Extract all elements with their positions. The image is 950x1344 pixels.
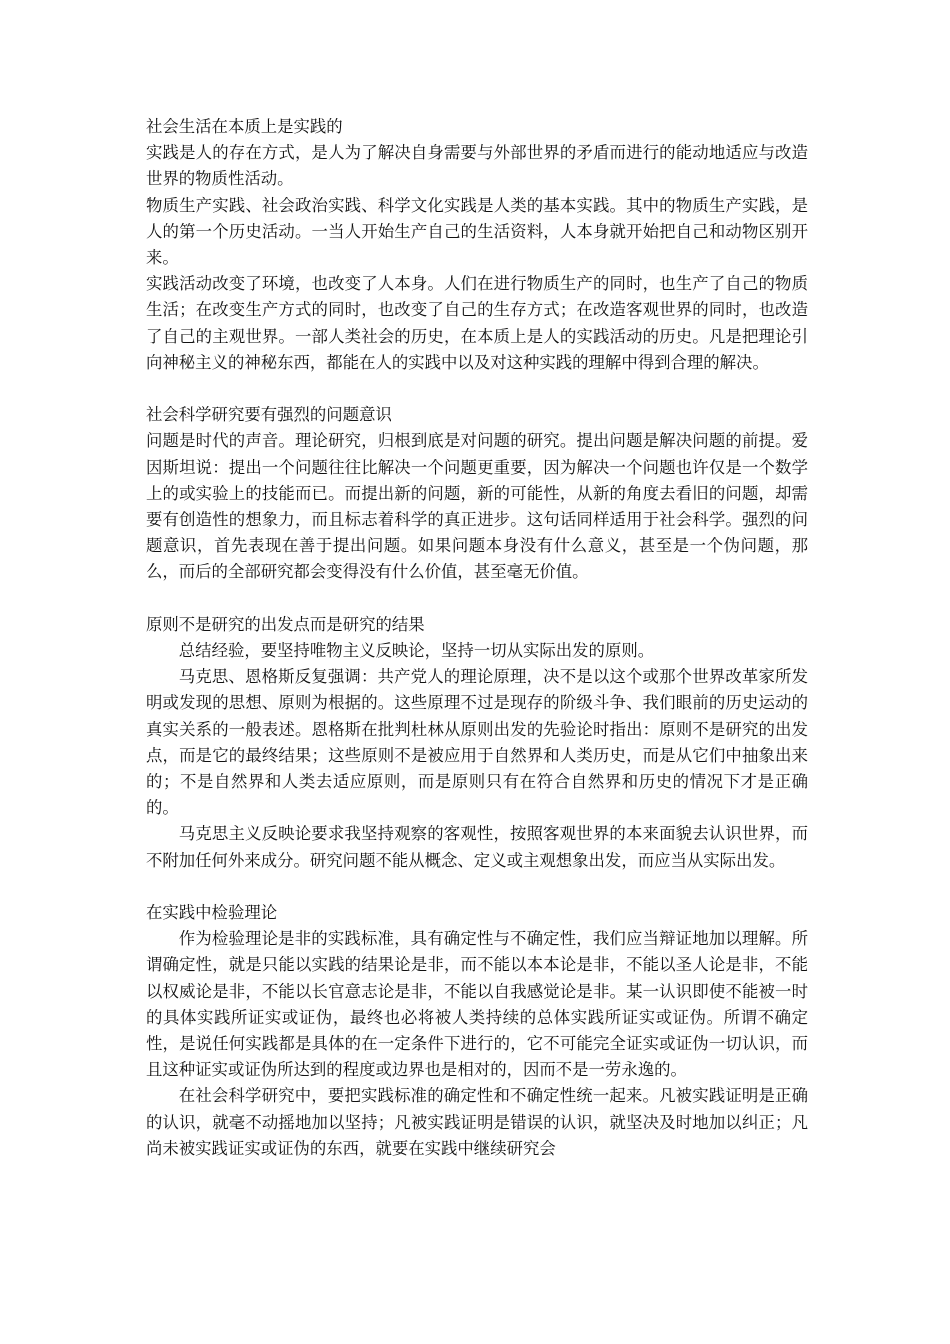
section-heading: 社会科学研究要有强烈的问题意识 [146,405,392,425]
paragraph: 马克思、恩格斯反复强调：共产党人的理论原理，决不是以这个或那个世界改革家所发明或发现的思想、原则为根据的。这些原理不过是现存的阶级斗争、我们眼前的历史运动的真实关系的一般表述。恩格斯在批判杜林从原则出发的先验论时指出：原则不是研究的出发点，而是它的最终结果；这些原则不是被应用于自然界和人类历史，而是从它们中抽象出来的；不是自然界和人类去适应原则，而是原则只有在符合自然界和历史的情况下才是正确的。 [146,667,808,818]
section-test-theory [146,900,808,1162]
section-principles-result [146,612,808,874]
section-heading: 原则不是研究的出发点而是研究的结果 [146,614,425,634]
section-heading: 社会生活在本质上是实践的 [146,117,343,136]
section-heading: 在实践中检验理论 [146,903,278,923]
paragraph: 在社会科学研究中，要把实践标准的确定性和不确定性统一起来。凡被实践证明是正确的认识，就毫不动摇地加以坚持；凡被实践证明是错误的认识，就坚决及时地加以纠正；凡尚未被实践证实或证伪的东西，就要在实践中继续研究会 [146,1086,808,1158]
section-practice-essence [146,114,808,376]
paragraph: 作为检验理论是非的实践标准，具有确定性与不确定性，我们应当辩证地加以理解。所谓确定性，就是只能以实践的结果论是非，而不能以本本论是非，不能以圣人论是非，不能以权威论是非，不能以长官意志论是非，不能以自我感觉论是非。某一认识即使不能被一时的具体实践所证实或证伪，最终也必将被人类持续的总体实践所证实或证伪。所谓不确定性，是说任何实践都是具体的在一定条件下进行的，它不可能完全证实或证伪一切认识，而且这种证实或证伪所达到的程度或边界也是相对的，因而不是一劳永逸的。 [146,929,808,1080]
section-problem-awareness [146,402,808,585]
paragraph: 实践是人的存在方式，是人为了解决自身需要与外部世界的矛盾而进行的能动地适应与改造世界的物质性活动。 [146,143,808,189]
paragraph: 总结经验，要坚持唯物主义反映论，坚持一切从实际出发的原则。 [178,641,655,661]
paragraph: 马克思主义反映论要求我坚持观察的客观性，按照客观世界的本来面貌去认识世界，而不附加任何外来成分。研究问题不能从概念、定义或主观想象出发，而应当从实际出发。 [146,824,808,870]
paragraph: 实践活动改变了环境，也改变了人本身。人们在进行物质生产的同时，也生产了自己的物质生活；在改变生产方式的同时，也改变了自己的生存方式；在改造客观世界的同时，也改造了自己的主观世界。一部人类社会的历史，在本质上是人的实践活动的历史。凡是把理论引向神秘主义的神秘东西，都能在人的实践中以及对这种实践的理解中得到合理的解决。 [146,274,808,372]
paragraph: 问题是时代的声音。理论研究，归根到底是对问题的研究。提出问题是解决问题的前提。爱因斯坦说：提出一个问题往往比解决一个问题更重要，因为解决一个问题也许仅是一个数学上的或实验上的技能而已。而提出新的问题，新的可能性，从新的角度去看旧的问题，却需要有创造性的想象力，而且标志着科学的真正进步。这句话同样适用于社会科学。强烈的问题意识，首先表现在善于提出问题。如果问题本身没有什么意义，甚至是一个伪问题，那么，而后的全部研究都会变得没有什么价值，甚至毫无价值。 [146,431,808,582]
paragraph: 物质生产实践、社会政治实践、科学文化实践是人类的基本实践。其中的物质生产实践，是人的第一个历史活动。一当人开始生产自己的生活资料，人本身就开始把自己和动物区别开来。 [146,195,808,268]
document-page [146,114,808,1188]
